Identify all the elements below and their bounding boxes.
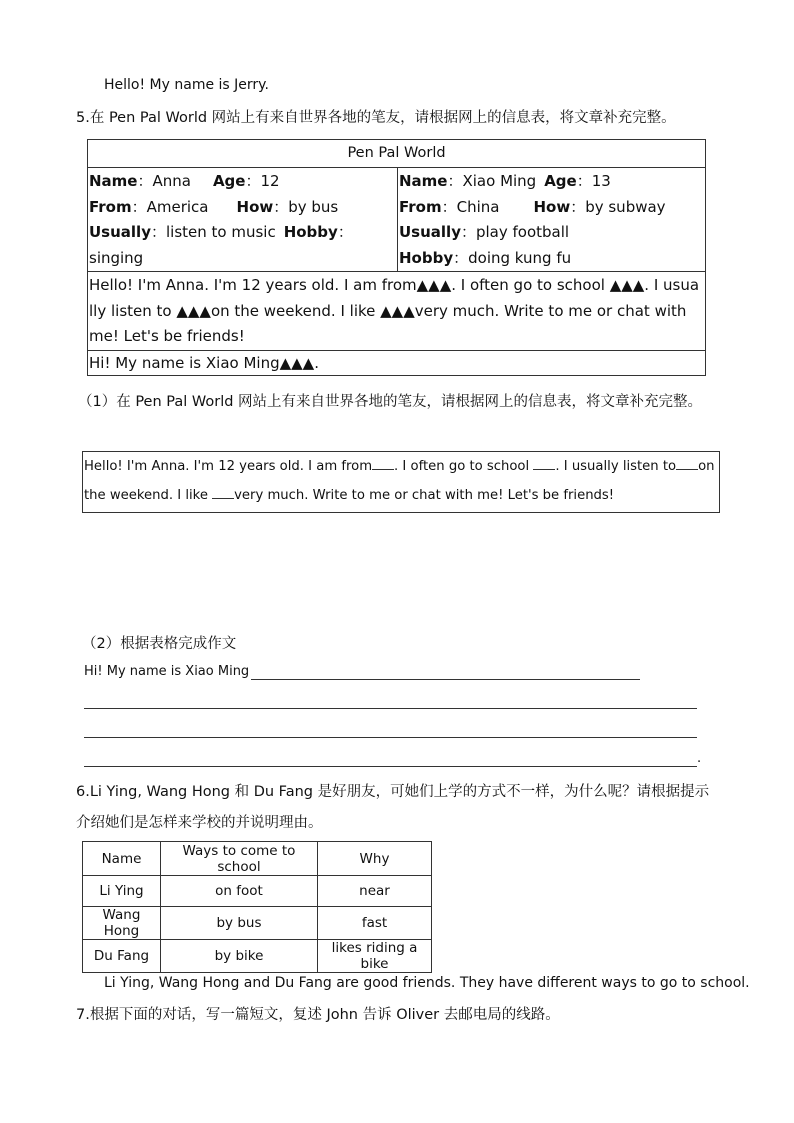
anna-fill-box: Hello! I'm Anna. I'm 12 years old. I am from . I often go to school . I usually listen to on the weekend. I like very much. Write to me or chat with me! Let's be friends! [82, 451, 720, 513]
anna-message: Hello! I'm Anna. I'm 12 years old. I am from▲▲▲. I often go to school ▲▲▲. I usually listen to ▲▲▲on the weekend. I like ▲▲▲very much. Write to me or chat with me! Let's be friends! [88, 271, 705, 350]
blank-school[interactable] [533, 457, 555, 470]
composition-start: Hi! My name is Xiao Ming [84, 664, 250, 679]
pen-pal-table-title: Pen Pal World [347, 145, 446, 161]
q6-starter: Li Ying, Wang Hong and Du Fang are good friends. They have different ways to go to school. [104, 975, 750, 991]
table-row: Du Fang by bike likes riding a bike [83, 940, 432, 973]
blank-like[interactable] [212, 486, 234, 499]
q6-prompt-line1: 6.Li Ying, Wang Hong 和 Du Fang 是好朋友，可她们上学的方式不一样，为什么呢？请根据提示 [76, 784, 710, 800]
table-header-row [83, 842, 432, 876]
part2-prompt: （2）根据表格完成作文 [82, 636, 237, 652]
header-name: Name [83, 842, 161, 876]
q5-prompt: 5.在 Pen Pal World 网站上有来自世界各地的笔友，请根据网上的信息表，将文章补充完整。 [76, 110, 676, 126]
table-row: Li Ying on foot near [83, 876, 432, 907]
pen-pal-table [87, 139, 706, 376]
anna-profile: Name：Anna Age：12 From：America How：by bus Usually：listen to music Hobby：singing [88, 168, 398, 271]
intro-line: Hello! My name is Jerry. [104, 77, 269, 93]
part1-prompt: （1）在 Pen Pal World 网站上有来自世界各地的笔友，请根据网上的信息表，将文章补充完整。 [78, 394, 703, 410]
blank-listen[interactable] [676, 457, 698, 470]
writing-line-1[interactable] [251, 679, 640, 680]
writing-end-period: . [697, 751, 702, 766]
xiaoming-reply: Hi! My name is Xiao Ming▲▲▲. [88, 350, 705, 375]
transport-table [82, 841, 432, 973]
blank-from[interactable] [372, 457, 394, 470]
header-ways: Ways to come to school [161, 842, 318, 876]
q7-prompt: 7.根据下面的对话，写一篇短文，复述 John 告诉 Oliver 去邮电局的线路。 [76, 1007, 560, 1023]
writing-line-2[interactable] [84, 708, 697, 709]
xiaoming-profile: Name：Xiao Ming Age：13 From：China How：by subway Usually：play football Hobby：doing kung fu [399, 172, 666, 267]
writing-line-3[interactable] [84, 737, 697, 738]
header-why: Why [318, 842, 432, 876]
table-row: Wang Hong by bus fast [83, 907, 432, 940]
q6-prompt-line2: 介绍她们是怎样来学校的并说明理由。 [76, 815, 323, 831]
writing-line-4[interactable] [84, 766, 697, 767]
